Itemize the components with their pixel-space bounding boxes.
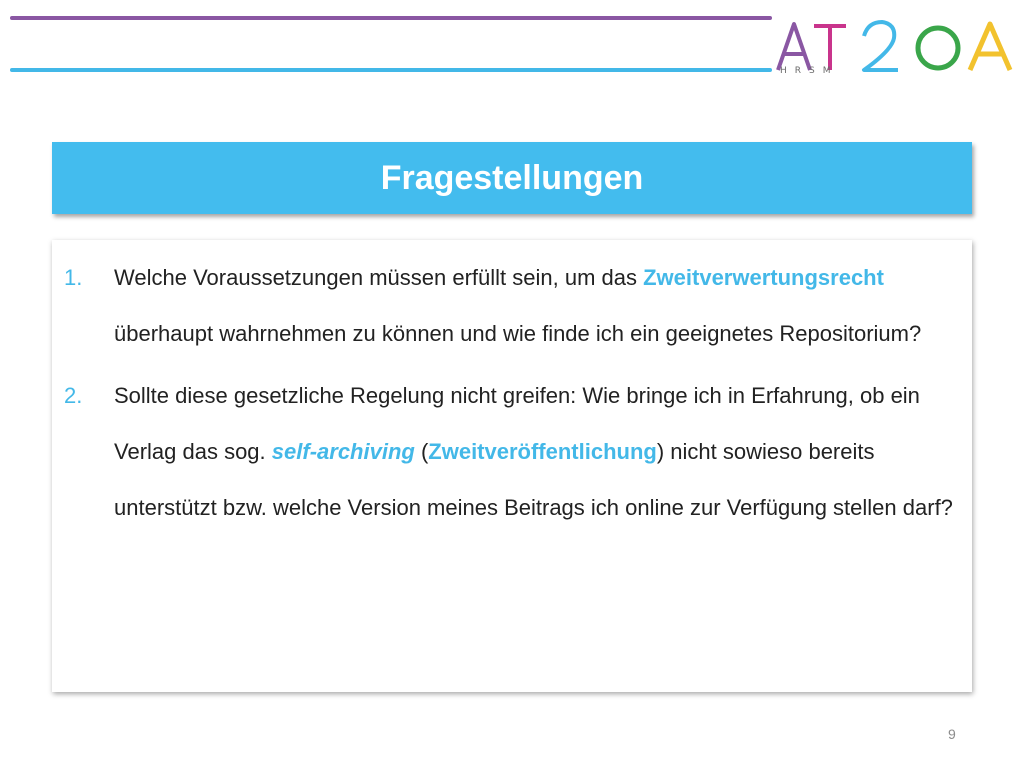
title-bar (52, 142, 972, 214)
questions-list (52, 250, 972, 542)
question-2-number: 2. (64, 383, 83, 408)
term-zweitverwertungsrecht: Zweitverwertungsrecht (643, 265, 884, 290)
question-1-number: 1. (64, 265, 83, 290)
page-number: 9 (948, 726, 956, 742)
question-2 (52, 368, 972, 536)
question-1 (52, 250, 972, 362)
term-self-archiving: self-archiving (271, 439, 415, 464)
header-line-blue (10, 68, 772, 72)
header-line-purple (10, 16, 772, 20)
content-box (52, 240, 972, 692)
question-1-part-3: überhaupt wahrnehmen zu können und wie finde ich ein geeignetes Repositorium? (114, 321, 922, 346)
question-1-part-1: Welche Voraussetzungen müssen erfüllt sein, um das (114, 265, 644, 290)
question-1-text (114, 265, 921, 346)
slide-title: Fragestellungen (380, 158, 644, 197)
question-2-part-1: Sollte diese gesetzliche Regelung nicht greifen: Wie bringe ich in Erfahrung, ob ein Verlag das sog. (114, 383, 920, 464)
term-zweitveroeffentlichung: Zweitveröffentlichung (428, 439, 657, 464)
logo-subtitle: HRSM (780, 66, 839, 76)
question-2-part-3: ( (414, 439, 429, 464)
question-2-part-5: ) nicht sowieso bereits unterstützt bzw. welche Version meines Beitrags ich online zur Verfügung stellen darf? (114, 439, 953, 520)
question-2-text (114, 383, 953, 520)
